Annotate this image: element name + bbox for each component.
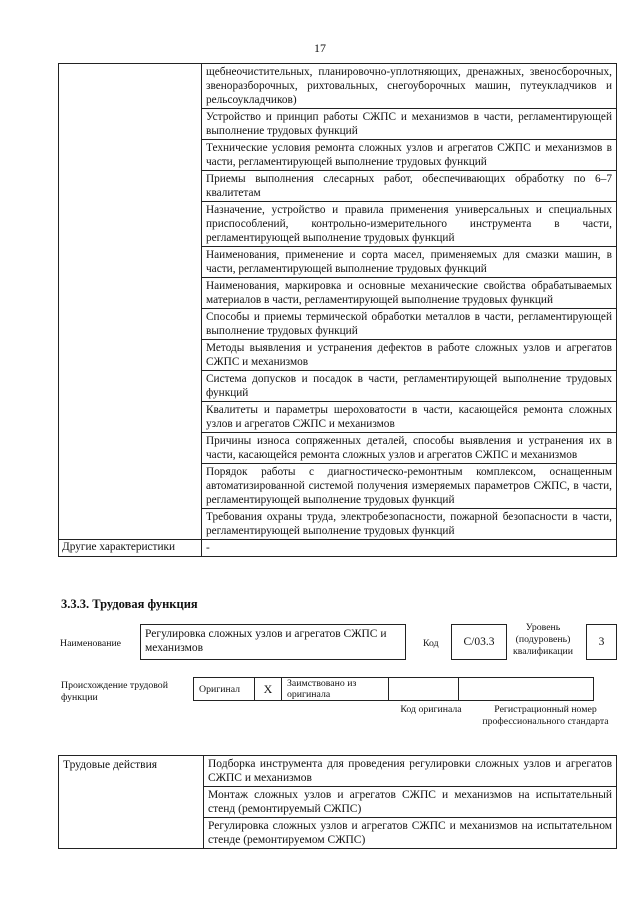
knowledge-item: Причины износа сопряженных деталей, способы выявления и устранения их в части, касающейся ремонта сложных узлов и агрегатов СЖПС и механизмов <box>202 433 617 464</box>
section-title: 3.3.3. Трудовая функция <box>61 597 198 611</box>
table-row <box>59 540 617 557</box>
labor-actions-label: Трудовые действия <box>59 756 204 849</box>
knowledge-item: Назначение, устройство и правила применения универсальных и специальных приспособлений, контрольно-измерительного инструмента в части, регламентирующей выполнение трудовых функций <box>202 202 617 247</box>
origin-code-cell <box>389 678 459 701</box>
table-row <box>59 64 617 109</box>
knowledge-item: Способы и приемы термической обработки металлов в части, регламентирующей выполнение трудовых функций <box>202 309 617 340</box>
knowledge-item: Система допусков и посадок в части, регламентирующей выполнение трудовых функций <box>202 371 617 402</box>
table-row <box>194 678 594 701</box>
registration-number-cell <box>459 678 594 701</box>
table-row <box>59 756 617 787</box>
borrowed-cell: Заимствовано из оригинала <box>282 678 389 701</box>
origin-label: Происхождение трудовой функции <box>61 680 168 703</box>
page-number: 17 <box>314 41 326 55</box>
labor-action-item: Подборка инструмента для проведения регулировки сложных узлов и агрегатов СЖПС и механизмов <box>204 756 617 787</box>
other-characteristics-value: - <box>202 540 617 557</box>
labor-action-item: Регулировка сложных узлов и агрегатов СЖПС и механизмов на испытательном стенде (ремонтируемом СЖПС) <box>204 818 617 849</box>
knowledge-item: Порядок работы с диагностическо-ремонтным комплексом, оснащенным автоматизированной системой получения измеряемых параметров СЖПС, в части, регламентирующей выполнение трудовых функций <box>202 464 617 509</box>
knowledge-item: Технические условия ремонта сложных узлов и агрегатов СЖПС и механизмов в части, регламентирующей выполнение трудовых функций <box>202 140 617 171</box>
code-label: Код <box>423 638 439 649</box>
other-characteristics-label: Другие характеристики <box>59 540 202 557</box>
original-mark: X <box>255 678 282 701</box>
qualification-level-box: 3 <box>586 624 617 660</box>
knowledge-item: Приемы выполнения слесарных работ, обеспечивающих обработку по 6–7 квалитетам <box>202 171 617 202</box>
function-code-box: С/03.3 <box>451 624 507 660</box>
knowledge-item: Методы выявления и устранения дефектов в работе сложных узлов и агрегатов СЖПС и механизмов <box>202 340 617 371</box>
knowledge-label-cell <box>59 64 202 540</box>
origin-table <box>193 677 594 701</box>
knowledge-item: Наименования, маркировка и основные механические свойства обрабатываемых материалов в части, регламентирующей выполнение трудовых функций <box>202 278 617 309</box>
registration-number-caption: Регистрационный номер профессионального стандарта <box>482 704 609 727</box>
name-label: Наименование <box>60 638 122 649</box>
function-name-box: Регулировка сложных узлов и агрегатов СЖПС и механизмов <box>140 624 406 660</box>
knowledge-item: Наименования, применение и сорта масел, применяемых для смазки машин, в части, регламентирующей выполнение трудовых функций <box>202 247 617 278</box>
original-cell: Оригинал <box>194 678 255 701</box>
function-header <box>58 621 617 663</box>
labor-action-item: Монтаж сложных узлов и агрегатов СЖПС и механизмов на испытательный стенд (ремонтируемый СЖПС) <box>204 787 617 818</box>
knowledge-item: Устройство и принцип работы СЖПС и механизмов в части, регламентирующей выполнение трудовых функций <box>202 109 617 140</box>
labor-actions-table <box>58 755 617 849</box>
knowledge-item: Квалитеты и параметры шероховатости в части, касающейся ремонта сложных узлов и агрегатов СЖПС и механизмов <box>202 402 617 433</box>
origin-code-caption: Код оригинала <box>400 704 462 715</box>
required-knowledge-table <box>58 63 617 557</box>
knowledge-item: Требования охраны труда, электробезопасности, пожарной безопасности в части, регламентирующей выполнение трудовых функций <box>202 509 617 540</box>
knowledge-item: щебнеочистительных, планировочно-уплотняющих, дренажных, звеносборочных, звеноразборочных, рихтовальных, снегоуборочных машин, путеукладчиков и рельсоукладчиков) <box>202 64 617 109</box>
qualification-level-label: Уровень (подуровень) квалификации <box>512 622 574 657</box>
